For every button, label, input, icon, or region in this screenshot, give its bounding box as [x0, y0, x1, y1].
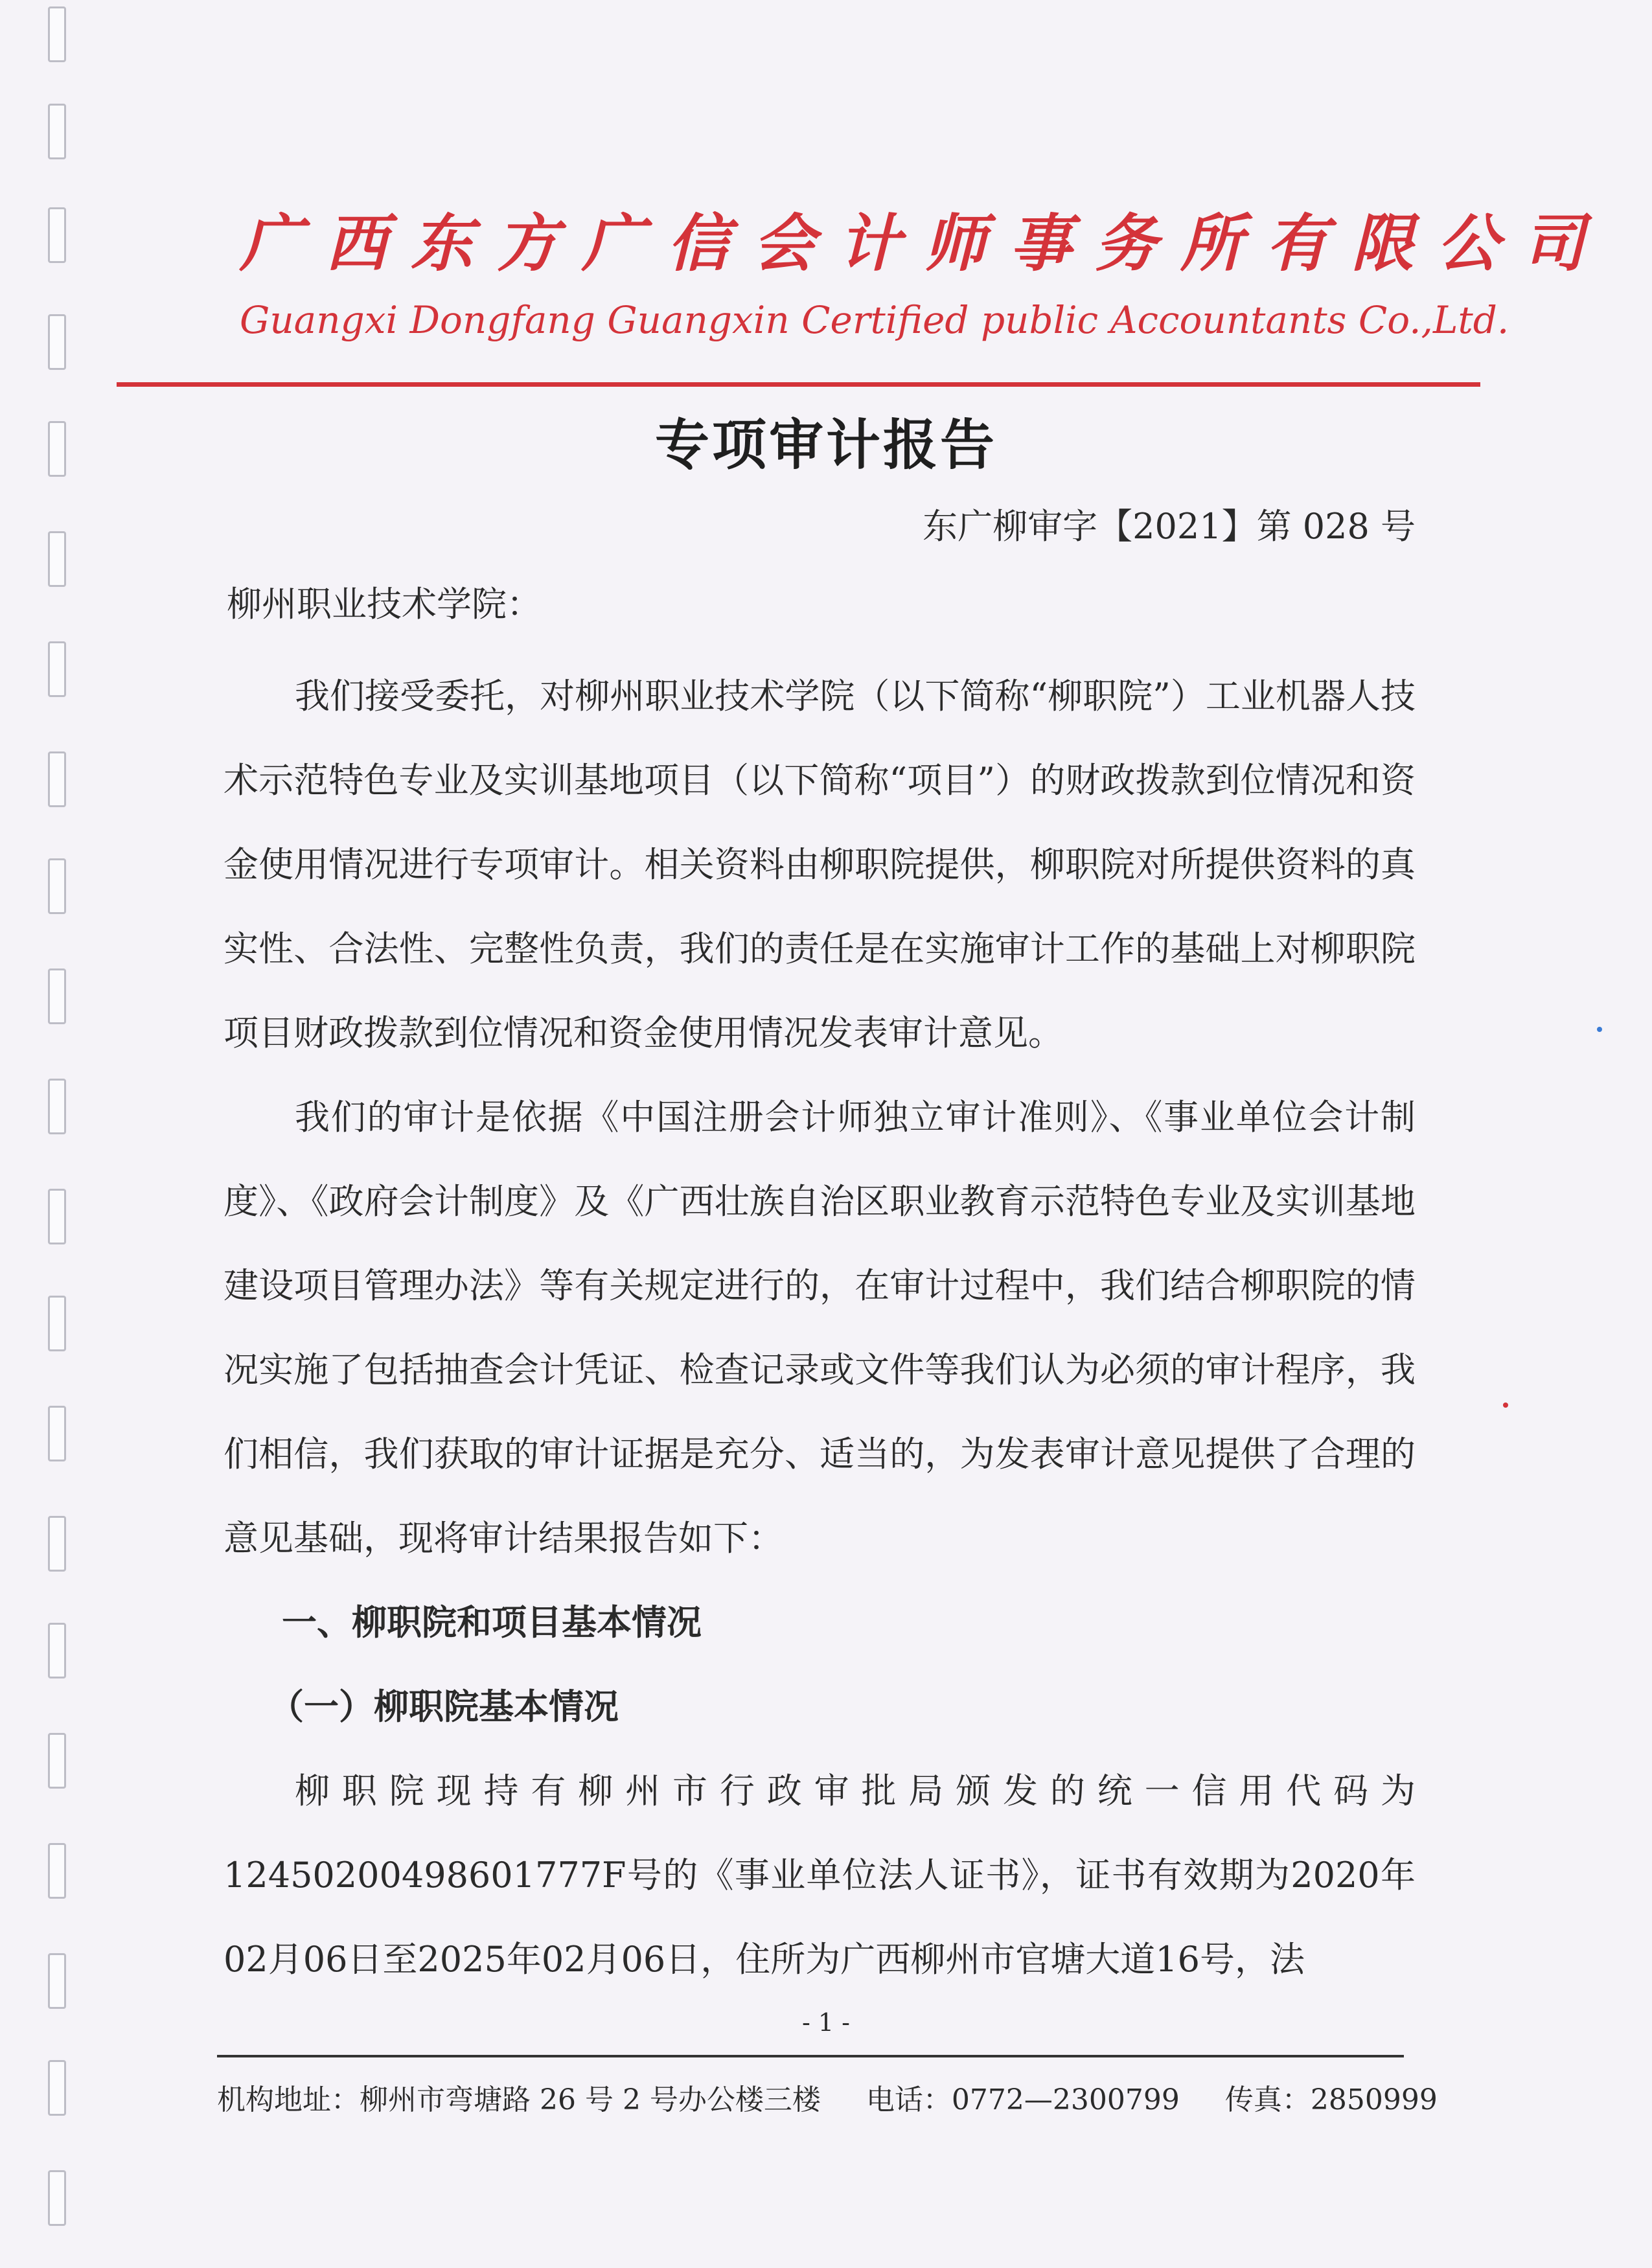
- binding-hole: [48, 1953, 66, 2009]
- binding-hole: [48, 207, 66, 263]
- report-title: 专项审计报告: [654, 413, 997, 477]
- binding-hole: [48, 1733, 66, 1789]
- addressee: 柳州职业技术学院：: [227, 584, 542, 624]
- footer-phone: 电话：0772—2300799: [866, 2083, 1180, 2116]
- binding-hole: [48, 104, 66, 159]
- footer-address: 机构地址：柳州市弯塘路 26 号 2 号办公楼三楼: [217, 2083, 821, 2116]
- binding-hole: [48, 314, 66, 370]
- footer: [217, 2076, 1438, 2118]
- binding-hole: [48, 1189, 66, 1244]
- binding-hole: [48, 2060, 66, 2116]
- binding-hole: [48, 1406, 66, 1461]
- letterhead-divider: [117, 382, 1480, 387]
- firm-name-chinese: 广西东方广信会计师事务所有限公司: [240, 207, 1608, 280]
- paragraph-basic-info: 柳职院现持有柳州市行政审批局颁发的统一信用代码为12450200498601777F号的《事业单位法人证书》，证书有效期为2020年02月06日至2025年02月06日，住所为广西柳州市官塘大道16号，法: [224, 1770, 1416, 1980]
- binding-hole: [48, 968, 66, 1024]
- ink-speck: [1503, 1403, 1508, 1408]
- binding-hole: [48, 858, 66, 914]
- binding-hole: [48, 2170, 66, 2226]
- binding-hole: [48, 1296, 66, 1351]
- ink-speck: [1597, 1027, 1602, 1032]
- report-reference-number: 东广柳审字【2021】第 028 号: [923, 506, 1416, 547]
- binding-hole: [48, 1623, 66, 1678]
- report-body: [224, 654, 1416, 2002]
- section-heading-1: 一、柳职院和项目基本情况: [282, 1602, 702, 1643]
- footer-divider: [217, 2055, 1404, 2057]
- footer-fax: 传真：2850999: [1224, 2083, 1438, 2116]
- binding-hole: [48, 751, 66, 807]
- binding-hole: [48, 1516, 66, 1572]
- subsection-heading-1: （一）柳职院基本情况: [269, 1686, 619, 1727]
- paragraph-audit-basis: 我们的审计是依据《中国注册会计师独立审计准则》、《事业单位会计制度》、《政府会计制度》及《广西壮族自治区职业教育示范特色专业及实训基地建设项目管理办法》等有关规定进行的，在审计过程中，我们结合柳职院的情况实施了包括抽查会计凭证、检查记录或文件等我们认为必须的审计程序，我们相信，我们获取的审计证据是充分、适当的，为发表审计意见提供了合理的意见基础，现将审计结果报告如下：: [224, 1097, 1416, 1559]
- binding-hole: [48, 1079, 66, 1134]
- page-number: - 1 -: [801, 2008, 850, 2037]
- paragraph-engagement: 我们接受委托，对柳州职业技术学院（以下简称“柳职院”）工业机器人技术示范特色专业及实训基地项目（以下简称“项目”）的财政拨款到位情况和资金使用情况进行专项审计。相关资料由柳职院提供，柳职院对所提供资料的真实性、合法性、完整性负责，我们的责任是在实施审计工作的基础上对柳职院项目财政拨款到位情况和资金使用情况发表审计意见。: [224, 676, 1416, 1053]
- binding-hole: [48, 531, 66, 587]
- binding-hole: [48, 641, 66, 697]
- firm-name-english: Guangxi Dongfang Guangxin Certified public Accountants Co.,Ltd.: [240, 298, 1509, 342]
- binding-holes: [43, 0, 69, 2268]
- binding-hole: [48, 1843, 66, 1899]
- binding-hole: [48, 6, 66, 62]
